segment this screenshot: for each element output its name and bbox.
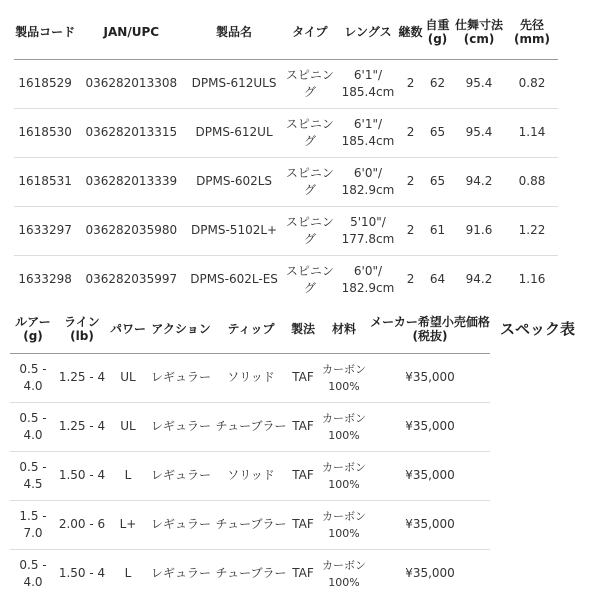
jan-code: 036282013315 — [76, 108, 186, 157]
power: L — [108, 451, 148, 500]
table-row — [10, 451, 490, 500]
material — [318, 353, 370, 402]
action: レギュラー — [148, 500, 214, 549]
material-name: カーボン — [322, 362, 366, 376]
rod-length — [338, 157, 398, 206]
piece-count: 2 — [406, 272, 415, 287]
closed-length: 94.2 — [452, 157, 506, 206]
tip-diameter: 1.16 — [518, 272, 546, 287]
closed-length: 95.4 — [452, 59, 506, 108]
line-weight: 1.25 - 4 — [56, 402, 108, 451]
product-code: 1633298 — [18, 272, 72, 287]
action: レギュラー — [150, 566, 211, 581]
tip-type: チューブラー — [214, 500, 288, 549]
table-row — [14, 255, 558, 304]
header-jan-upc: JAN/UPC — [76, 6, 186, 59]
tip-type: ソリッド — [214, 353, 288, 402]
header-lure-weight: ルアー(g) — [10, 306, 56, 353]
length-feet: 5'10"/ — [350, 214, 386, 229]
rod-type: スピニング — [282, 59, 338, 108]
rod-length — [338, 206, 398, 255]
lure-weight: 0.5 - 4.5 — [10, 451, 56, 500]
rod-type: スピニング — [285, 263, 334, 295]
product-table-header — [14, 6, 558, 59]
rod-weight: 62 — [423, 59, 452, 108]
header-line-weight: ライン(lb) — [56, 306, 108, 353]
line-weight: 1.25 - 4 — [56, 353, 108, 402]
rod-length — [338, 59, 398, 108]
product-table — [14, 6, 558, 304]
rod-weight: 64 — [429, 272, 446, 287]
price: ¥35,000 — [370, 500, 490, 549]
line-weight: 1.50 - 4 — [56, 451, 108, 500]
piece-count: 2 — [398, 157, 423, 206]
material — [318, 451, 370, 500]
price: ¥35,000 — [370, 353, 490, 402]
method: TAF — [292, 566, 314, 581]
closed-length: 95.4 — [452, 108, 506, 157]
method: TAF — [288, 500, 318, 549]
closed-length: 94.2 — [465, 272, 493, 287]
length-cm: 182.9cm — [341, 280, 395, 295]
jan-code: 036282013339 — [76, 157, 186, 206]
header-weight: 自重(g) — [423, 6, 452, 59]
header-pieces: 継数 — [398, 6, 423, 59]
product-code: 1618529 — [14, 59, 76, 108]
lure-weight: 1.5 - 7.0 — [10, 500, 56, 549]
rod-type: スピニング — [282, 157, 338, 206]
table-row — [10, 500, 490, 549]
product-code: 1618531 — [14, 157, 76, 206]
material-name: カーボン — [322, 411, 366, 425]
material-percent: 100% — [328, 379, 360, 393]
method: TAF — [288, 353, 318, 402]
jan-code: 036282013308 — [76, 59, 186, 108]
rod-type: スピニング — [282, 206, 338, 255]
header-material: 材料 — [318, 306, 370, 353]
length-feet: 6'1"/ — [353, 67, 383, 82]
line-weight: 2.00 - 6 — [56, 500, 108, 549]
product-code: 1618530 — [14, 108, 76, 157]
length-feet: 6'1"/ — [353, 116, 383, 131]
method: TAF — [288, 451, 318, 500]
product-name: DPMS-602L-ES — [190, 272, 278, 287]
length-feet: 6'0"/ — [353, 165, 383, 180]
header-tip-diameter: 先径(mm) — [506, 6, 558, 59]
piece-count: 2 — [398, 59, 423, 108]
rod-weight: 65 — [423, 108, 452, 157]
product-name: DPMS-602LS — [186, 157, 282, 206]
header-product-name: 製品名 — [186, 6, 282, 59]
header-length: レングス — [338, 6, 398, 59]
material-percent: 100% — [328, 526, 360, 540]
power: UL — [108, 402, 148, 451]
piece-count: 2 — [398, 108, 423, 157]
material — [318, 500, 370, 549]
line-weight: 1.50 - 4 — [58, 566, 106, 581]
power: L — [124, 566, 132, 581]
rod-weight: 61 — [423, 206, 452, 255]
header-power: パワー — [108, 306, 148, 353]
spec-table — [10, 306, 490, 598]
rod-type: スピニング — [282, 108, 338, 157]
spec-table-header — [10, 306, 490, 353]
header-method: 製法 — [288, 306, 318, 353]
table-row — [10, 353, 490, 402]
jan-code: 036282035980 — [76, 206, 186, 255]
action: レギュラー — [148, 402, 214, 451]
material-name: カーボン — [322, 509, 366, 523]
material-percent: 100% — [328, 575, 360, 589]
price: ¥35,000 — [370, 451, 490, 500]
rod-length — [338, 255, 398, 304]
length-feet: 6'0"/ — [353, 263, 383, 278]
action: レギュラー — [148, 353, 214, 402]
tip-diameter: 1.22 — [506, 206, 558, 255]
piece-count: 2 — [398, 206, 423, 255]
price: ¥35,000 — [370, 402, 490, 451]
material-percent: 100% — [328, 428, 360, 442]
product-code: 1633297 — [14, 206, 76, 255]
tip-type: ソリッド — [214, 451, 288, 500]
header-tip: ティップ — [214, 306, 288, 353]
spec-table-title: スペック表 — [500, 320, 576, 338]
rod-weight: 65 — [423, 157, 452, 206]
lure-weight: 0.5 - 4.0 — [10, 402, 56, 451]
method: TAF — [288, 402, 318, 451]
length-cm: 182.9cm — [341, 182, 395, 197]
header-closed-length: 仕舞寸法(cm) — [452, 6, 506, 59]
material-name: カーボン — [322, 460, 366, 474]
closed-length: 91.6 — [452, 206, 506, 255]
table-row — [10, 402, 490, 451]
power: L+ — [108, 500, 148, 549]
table-row — [14, 206, 558, 255]
table-row — [14, 108, 558, 157]
product-name: DPMS-5102L+ — [186, 206, 282, 255]
tip-diameter: 0.88 — [506, 157, 558, 206]
table-row — [10, 549, 490, 598]
material — [318, 549, 370, 598]
table-row — [14, 157, 558, 206]
rod-length — [338, 108, 398, 157]
lure-weight: 0.5 - 4.0 — [19, 557, 47, 589]
product-name: DPMS-612UL — [186, 108, 282, 157]
material-name: カーボン — [322, 558, 366, 572]
header-price: メーカー希望小売価格(税抜) — [370, 306, 490, 353]
length-cm: 185.4cm — [341, 133, 395, 148]
product-name: DPMS-612ULS — [186, 59, 282, 108]
length-cm: 177.8cm — [341, 231, 395, 246]
header-type: タイプ — [282, 6, 338, 59]
lure-weight: 0.5 - 4.0 — [10, 353, 56, 402]
material-percent: 100% — [328, 477, 360, 491]
jan-code: 036282035997 — [85, 272, 178, 287]
power: UL — [108, 353, 148, 402]
material — [318, 402, 370, 451]
header-action: アクション — [148, 306, 214, 353]
header-product-code: 製品コード — [14, 6, 76, 59]
table-row — [14, 59, 558, 108]
tip-diameter: 0.82 — [506, 59, 558, 108]
length-cm: 185.4cm — [341, 84, 395, 99]
action: レギュラー — [148, 451, 214, 500]
tip-type: チューブラー — [214, 402, 288, 451]
tip-type: チューブラー — [215, 566, 287, 581]
price: ¥35,000 — [405, 566, 455, 581]
tip-diameter: 1.14 — [506, 108, 558, 157]
